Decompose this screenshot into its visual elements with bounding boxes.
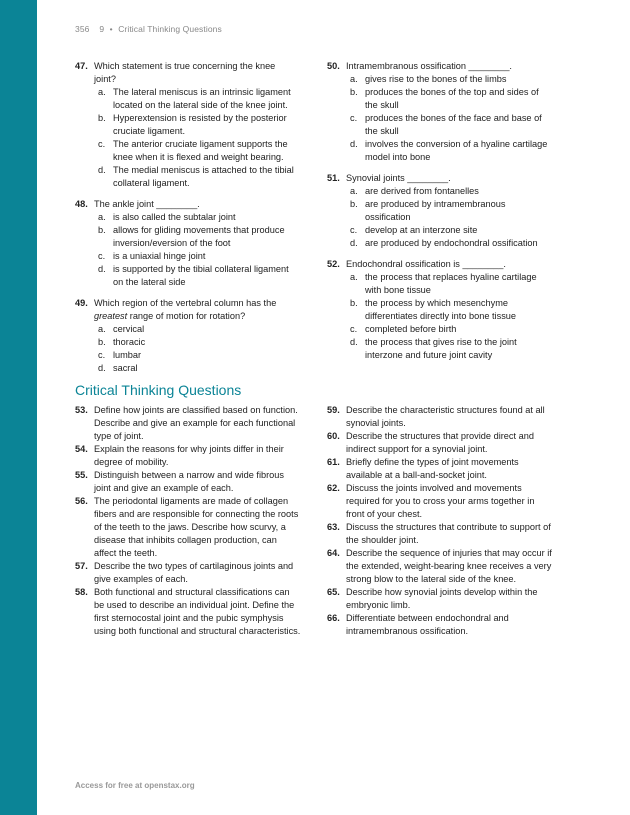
- critical-question-63: [327, 521, 553, 547]
- question-text: Explain the reasons for why joints differ in their degree of mobility.: [94, 444, 284, 467]
- option-letter: a.: [350, 186, 358, 196]
- question-52: [327, 258, 549, 362]
- option-text: is also called the subtalar joint: [113, 212, 236, 222]
- option: [94, 138, 297, 164]
- question-text: Describe the structures that provide direct and indirect support for a synovial joint.: [346, 431, 534, 454]
- option-letter: d.: [350, 139, 358, 149]
- critical-column-right: [327, 404, 553, 638]
- option-letter: b.: [350, 199, 358, 209]
- option-text: produces the bones of the top and sides of the skull: [365, 87, 539, 110]
- critical-question-53: [75, 404, 301, 443]
- page-sidebar-band: [0, 0, 37, 815]
- critical-question-57: [75, 560, 301, 586]
- option-letter: a.: [98, 212, 106, 222]
- question-number: 50.: [327, 61, 340, 71]
- option: [94, 362, 297, 375]
- question-51: [327, 172, 549, 250]
- question-number: 57.: [75, 561, 88, 571]
- question-number: 48.: [75, 199, 88, 209]
- option-letter: d.: [98, 264, 106, 274]
- question-48: [75, 198, 297, 289]
- option-letter: d.: [350, 337, 358, 347]
- question-text: Briefly define the types of joint movements available at a ball-and-socket joint.: [346, 457, 519, 480]
- option-letter: c.: [350, 225, 358, 235]
- option-letter: a.: [350, 272, 358, 282]
- question-text: Define how joints are classified based on function. Describe and give an example for each functional type of joint.: [94, 405, 298, 441]
- question-text: Endochondral ossification is ________.: [346, 259, 506, 269]
- running-header: [75, 24, 222, 34]
- question-text-emphasis: greatest: [94, 311, 128, 321]
- option: [94, 349, 297, 362]
- question-text: Describe the sequence of injuries that may occur if the extended, weight-bearing knee receives a very strong blow to the lateral side of the knee.: [346, 548, 552, 584]
- question-number: 53.: [75, 405, 88, 415]
- option-text: allows for gliding movements that produce inversion/eversion of the foot: [113, 225, 285, 248]
- option-text: are produced by endochondral ossification: [365, 238, 538, 248]
- question-number: 51.: [327, 173, 340, 183]
- critical-question-61: [327, 456, 553, 482]
- question-number: 59.: [327, 405, 340, 415]
- option-text: The medial meniscus is attached to the tibial collateral ligament.: [113, 165, 294, 188]
- critical-question-60: [327, 430, 553, 456]
- option-text: develop at an interzone site: [365, 225, 478, 235]
- option-letter: b.: [350, 298, 358, 308]
- question-text: Describe how synovial joints develop within the embryonic limb.: [346, 587, 538, 610]
- question-text: Differentiate between endochondral and intramembranous ossification.: [346, 613, 509, 636]
- option: [94, 336, 297, 349]
- option-text: Hyperextension is resisted by the posterior cruciate ligament.: [113, 113, 287, 136]
- mc-column-right: [327, 60, 549, 370]
- question-number: 54.: [75, 444, 88, 454]
- question-number: 65.: [327, 587, 340, 597]
- question-number: 49.: [75, 298, 88, 308]
- option: [346, 271, 549, 297]
- chapter-number: 9: [99, 24, 105, 34]
- critical-column-left: [75, 404, 301, 638]
- option-text: The lateral meniscus is an intrinsic ligament located on the lateral side of the knee joint.: [113, 87, 291, 110]
- option: [346, 237, 549, 250]
- header-bullet: •: [109, 24, 113, 34]
- option-text: the process by which mesenchyme differentiates directly into bone tissue: [365, 298, 517, 321]
- option-letter: c.: [98, 251, 106, 261]
- question-text: Distinguish between a narrow and wide fibrous joint and give an example of each.: [94, 470, 284, 493]
- option-letter: a.: [350, 74, 358, 84]
- question-text: [94, 297, 297, 323]
- option: [346, 198, 549, 224]
- option: [94, 224, 297, 250]
- option-letter: c.: [98, 350, 106, 360]
- option: [346, 112, 549, 138]
- option: [346, 185, 549, 198]
- question-number: 62.: [327, 483, 340, 493]
- option: [346, 138, 549, 164]
- option-text: gives rise to the bones of the limbs: [365, 74, 507, 84]
- question-text: The periodontal ligaments are made of collagen fibers and are responsible for connecting the roots of the teeth to the jaws. Describe how scurvy, a disease that inhibits collagen production, can affect the teeth.: [94, 496, 299, 558]
- option-letter: a.: [98, 324, 106, 334]
- option-letter: b.: [350, 87, 358, 97]
- option-text: involves the conversion of a hyaline cartilage model into bone: [365, 139, 548, 162]
- question-text: Discuss the structures that contribute to support of the shoulder joint.: [346, 522, 551, 545]
- option: [346, 323, 549, 336]
- question-text: Describe the two types of cartilaginous joints and give examples of each.: [94, 561, 294, 584]
- option-text: lumbar: [113, 350, 142, 360]
- option: [94, 112, 297, 138]
- question-text: Both functional and structural classifications can be used to describe an individual joint. Define the first sternocostal joint and the pubic symphysis using both functional and structural characteristics.: [94, 587, 301, 636]
- question-text: Which statement is true concerning the knee joint?: [94, 61, 276, 84]
- option: [346, 86, 549, 112]
- option-text: are produced by intramembranous ossification: [365, 199, 506, 222]
- option-letter: d.: [98, 165, 106, 175]
- critical-question-64: [327, 547, 553, 586]
- section-title: Critical Thinking Questions: [75, 382, 242, 398]
- option-letter: b.: [98, 225, 106, 235]
- question-49: [75, 297, 297, 375]
- option-letter: d.: [98, 363, 106, 373]
- question-text: The ankle joint ________.: [94, 199, 200, 209]
- question-number: 58.: [75, 587, 88, 597]
- question-number: 60.: [327, 431, 340, 441]
- option-text: produces the bones of the face and base of the skull: [365, 113, 542, 136]
- option-letter: c.: [350, 324, 358, 334]
- mc-column-left: [75, 60, 297, 383]
- option-text: thoracic: [113, 337, 146, 347]
- question-number: 61.: [327, 457, 340, 467]
- option-text: is a uniaxial hinge joint: [113, 251, 206, 261]
- option-letter: b.: [98, 337, 106, 347]
- option: [94, 263, 297, 289]
- option-letter: d.: [350, 238, 358, 248]
- option-text: is supported by the tibial collateral ligament on the lateral side: [113, 264, 289, 287]
- critical-question-66: [327, 612, 553, 638]
- question-text: Intramembranous ossification ________.: [346, 61, 512, 71]
- option-letter: a.: [98, 87, 106, 97]
- option-text: The anterior cruciate ligament supports the knee when it is flexed and weight bearing.: [113, 139, 288, 162]
- critical-question-54: [75, 443, 301, 469]
- footer-note: Access for free at openstax.org: [75, 781, 195, 790]
- critical-question-56: [75, 495, 301, 560]
- question-number: 52.: [327, 259, 340, 269]
- question-text-start: Which region of the vertebral column has the: [94, 298, 277, 308]
- critical-question-62: [327, 482, 553, 521]
- question-number: 47.: [75, 61, 88, 71]
- option: [94, 323, 297, 336]
- option: [94, 164, 297, 190]
- option-text: sacral: [113, 363, 138, 373]
- critical-question-58: [75, 586, 301, 638]
- option-text: are derived from fontanelles: [365, 186, 479, 196]
- option-text: the process that gives rise to the joint interzone and future joint cavity: [365, 337, 517, 360]
- question-50: [327, 60, 549, 164]
- option-letter: b.: [98, 113, 106, 123]
- option: [346, 336, 549, 362]
- critical-question-59: [327, 404, 553, 430]
- option-text: cervical: [113, 324, 145, 334]
- question-number: 63.: [327, 522, 340, 532]
- question-47: [75, 60, 297, 190]
- option: [94, 250, 297, 263]
- option-letter: c.: [350, 113, 358, 123]
- question-text: Describe the characteristic structures found at all synovial joints.: [346, 405, 545, 428]
- question-text: Synovial joints ________.: [346, 173, 451, 183]
- critical-question-55: [75, 469, 301, 495]
- header-section: Critical Thinking Questions: [118, 24, 222, 34]
- question-text-end: range of motion for rotation?: [127, 311, 246, 321]
- critical-question-65: [327, 586, 553, 612]
- option: [94, 86, 297, 112]
- option-text: completed before birth: [365, 324, 457, 334]
- question-number: 64.: [327, 548, 340, 558]
- page-number: 356: [75, 24, 90, 34]
- option: [346, 73, 549, 86]
- question-number: 66.: [327, 613, 340, 623]
- option: [346, 297, 549, 323]
- question-number: 55.: [75, 470, 88, 480]
- option: [94, 211, 297, 224]
- option-text: the process that replaces hyaline cartilage with bone tissue: [365, 272, 537, 295]
- question-text: Discuss the joints involved and movements required for you to cross your arms together in front of your chest.: [346, 483, 535, 519]
- question-number: 56.: [75, 496, 88, 506]
- option: [346, 224, 549, 237]
- option-letter: c.: [98, 139, 106, 149]
